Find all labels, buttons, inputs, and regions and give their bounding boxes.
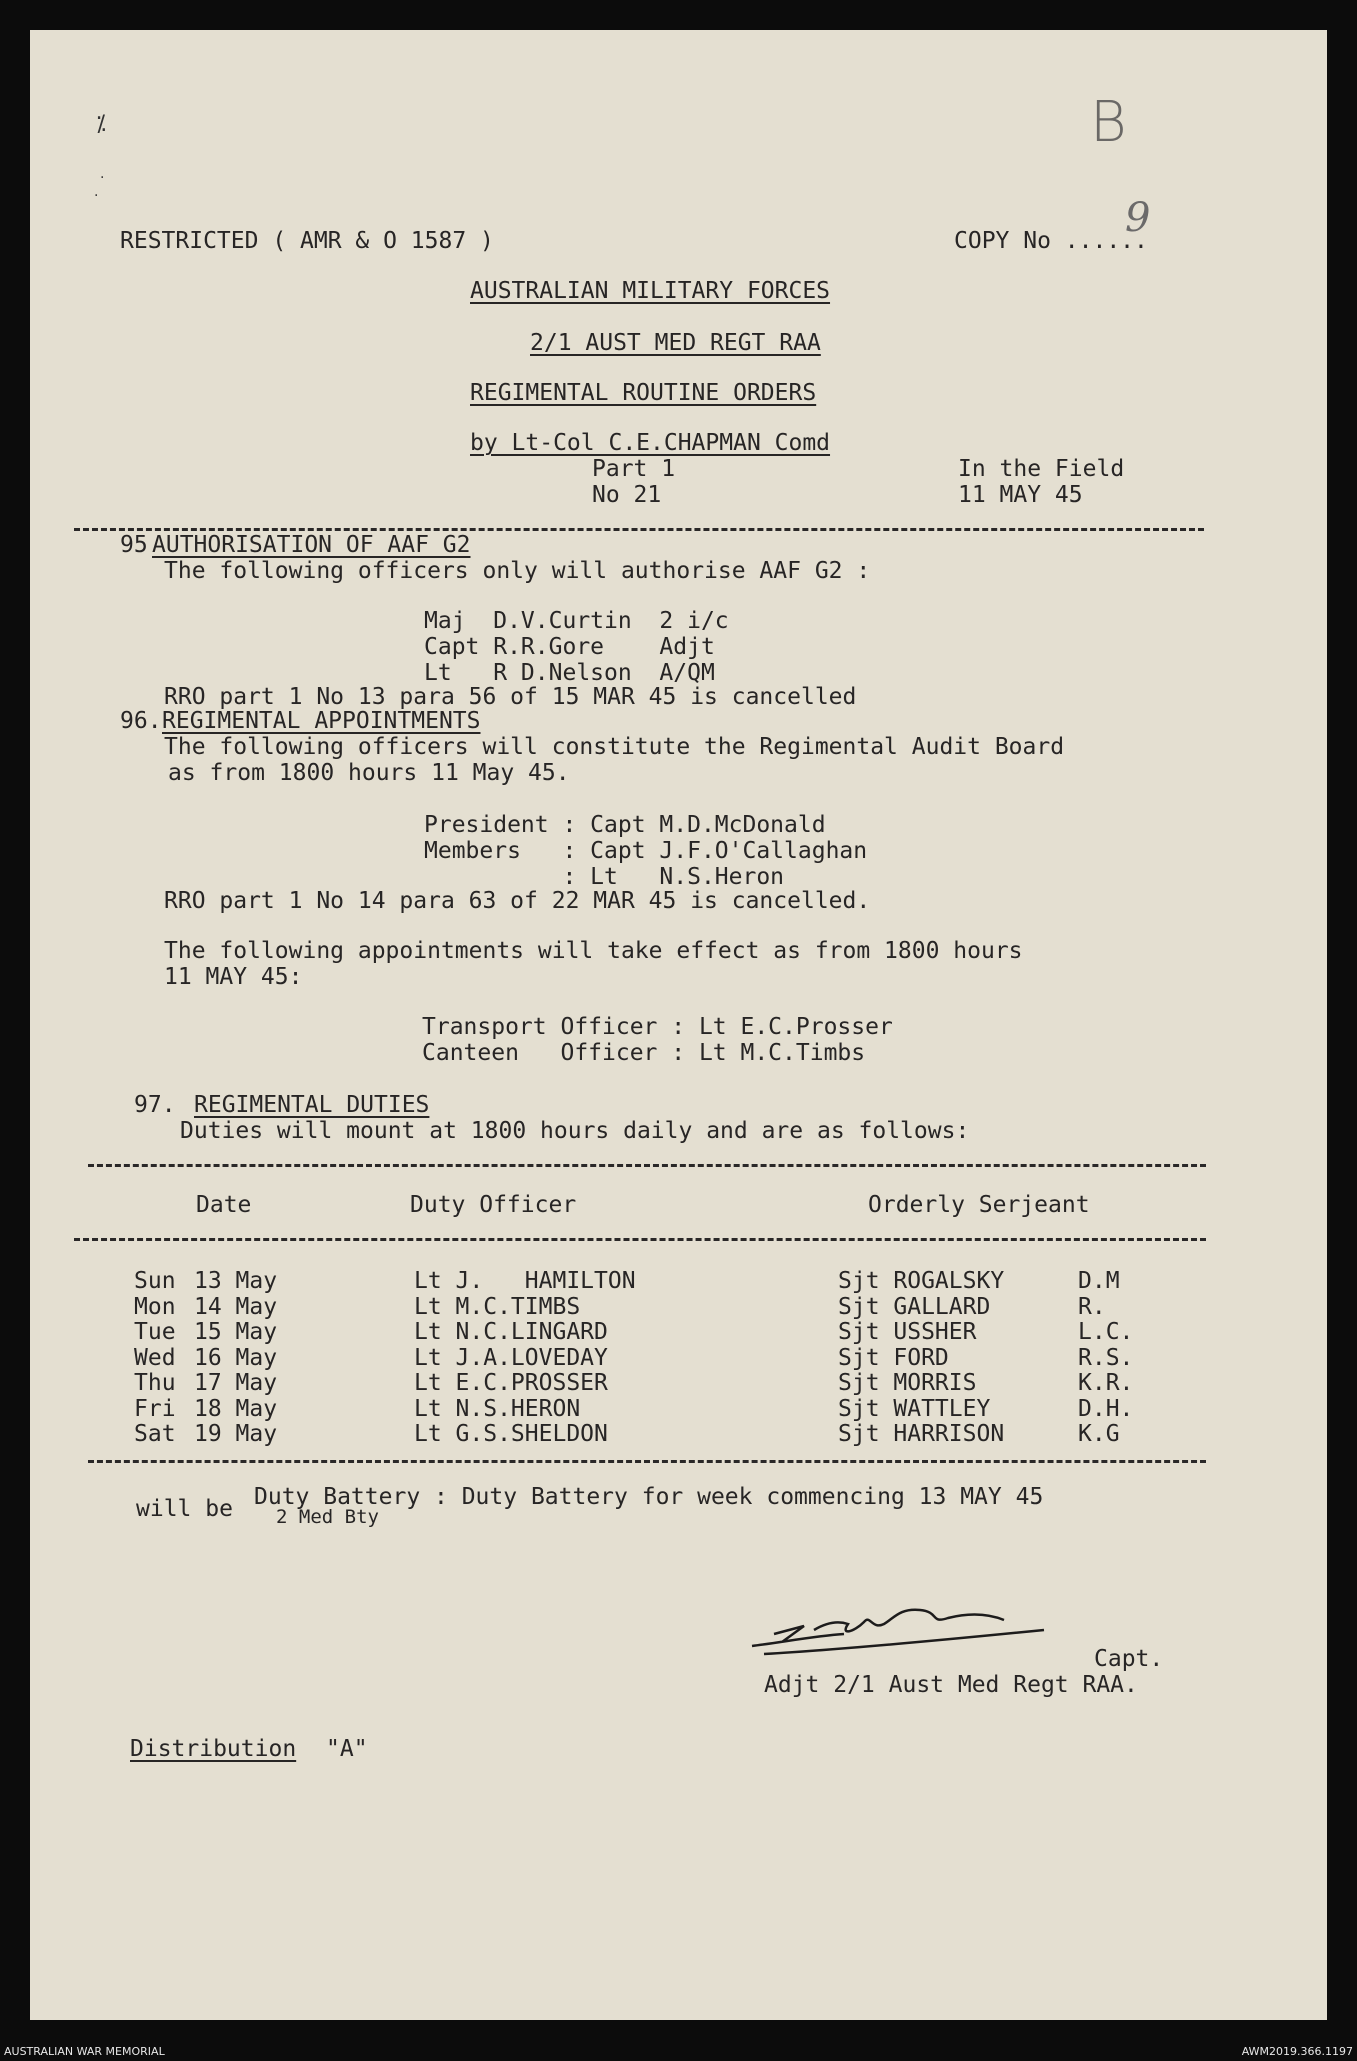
row-day: Sat (134, 1421, 176, 1447)
appointments-intro-line1: The following appointments will take effect as from 1800 hours (164, 938, 1023, 964)
row-serjeant-initials: K.G (1078, 1421, 1120, 1447)
footer-left: AUSTRALIAN WAR MEMORIAL (4, 2045, 165, 2058)
restricted-label: RESTRICTED ( AMR & O 1587 ) (120, 228, 494, 254)
part-label: Part 1 (592, 456, 676, 482)
order-date: 11 MAY 45 (958, 482, 1083, 508)
appointments-intro-line2: 11 MAY 45: (164, 964, 303, 990)
row-serjeant: Sjt WATTLEY (838, 1395, 991, 1422)
row-serjeant-initials: L.C. (1078, 1319, 1134, 1345)
row-serjeant: Sjt FORD (838, 1344, 949, 1371)
distribution-value: "A" (326, 1736, 368, 1762)
row-serjeant: Sjt MORRIS (838, 1370, 977, 1396)
order-number: No 21 (592, 482, 662, 508)
footer-right: AWM2019.366.1197 (1241, 2045, 1353, 2058)
row-serjeant-initials: R.S. (1078, 1344, 1134, 1371)
row-day: Tue (134, 1319, 176, 1345)
para96-number: 96. (120, 708, 162, 734)
title-regiment: 2/1 AUST MED REGT RAA (530, 330, 821, 356)
para96-intro-line2: as from 1800 hours 11 May 45. (168, 760, 570, 786)
handwritten-copy-number: 9 (1125, 195, 1151, 241)
para97-number: 97. (134, 1092, 176, 1118)
title-forces: AUSTRALIAN MILITARY FORCES (470, 278, 831, 304)
para95-cancel: RRO part 1 No 13 para 56 of 15 MAR 45 is cancelled (164, 684, 857, 710)
para95-officer: Lt R D.Nelson A/QM (424, 660, 715, 686)
column-header-orderly-serjeant: Orderly Serjeant (868, 1192, 1090, 1218)
para97-intro: Duties will mount at 1800 hours daily and are as follows: (180, 1118, 970, 1144)
row-date: 19 May (194, 1421, 278, 1447)
row-day: Thu (134, 1370, 176, 1396)
para96-intro-line1: The following officers will constitute the Regimental Audit Board (164, 734, 1065, 760)
row-day: Fri (134, 1395, 176, 1422)
row-duty-officer: Lt J.A.LOVEDAY (414, 1344, 608, 1371)
row-serjeant-initials: D.H. (1078, 1395, 1134, 1422)
table-top-rule (88, 1164, 1206, 1167)
audit-board-member: : Lt N.S.Heron (424, 864, 785, 890)
copy-number-label: COPY No ...... (954, 228, 1148, 254)
punch-mark: · (100, 170, 105, 186)
signature-title: Adjt 2/1 Aust Med Regt RAA. (764, 1672, 1138, 1698)
divider-rule (74, 528, 1204, 531)
duty-battery-value: 2 Med Bty (276, 1506, 379, 1528)
audit-board-member: Members : Capt J.F.O'Callaghan (424, 838, 868, 864)
punch-mark: · (94, 188, 99, 204)
table-header-rule (74, 1238, 1206, 1241)
para96-cancel: RRO part 1 No 14 para 63 of 22 MAR 45 is cancelled. (164, 888, 871, 914)
location-label: In the Field (958, 456, 1125, 482)
row-serjeant-initials: R. (1078, 1293, 1106, 1320)
row-duty-officer: Lt J. HAMILTON (414, 1268, 636, 1294)
table-bottom-rule (88, 1460, 1206, 1463)
signature-rank: Capt. (1094, 1646, 1164, 1672)
row-day: Wed (134, 1344, 176, 1371)
row-serjeant: Sjt ROGALSKY (838, 1268, 1005, 1294)
row-date: 14 May (194, 1293, 278, 1320)
para95-number: 95 (120, 532, 148, 558)
row-date: 13 May (194, 1268, 278, 1294)
row-duty-officer: Lt G.S.SHELDON (414, 1421, 608, 1447)
row-date: 15 May (194, 1319, 278, 1345)
row-serjeant: Sjt HARRISON (838, 1421, 1005, 1447)
row-date: 17 May (194, 1370, 278, 1396)
pencil-mark: B (1090, 90, 1127, 155)
title-orders: REGIMENTAL ROUTINE ORDERS (470, 380, 817, 406)
appointment-line: Transport Officer : Lt E.C.Prosser (422, 1014, 893, 1040)
column-header-date: Date (196, 1192, 252, 1218)
punch-mark: ⁒ (96, 112, 106, 137)
audit-board-member: President : Capt M.D.McDonald (424, 812, 826, 838)
row-day: Sun (134, 1268, 176, 1294)
para97-heading: REGIMENTAL DUTIES (194, 1092, 430, 1118)
row-day: Mon (134, 1293, 176, 1320)
title-commander: by Lt-Col C.E.CHAPMAN Comd (470, 430, 831, 456)
row-serjeant-initials: D.M (1078, 1268, 1120, 1294)
row-serjeant-initials: K.R. (1078, 1370, 1134, 1396)
para95-officer: Maj D.V.Curtin 2 i/c (424, 608, 729, 634)
appointment-line: Canteen Officer : Lt M.C.Timbs (422, 1040, 866, 1066)
row-serjeant: Sjt GALLARD (838, 1293, 991, 1320)
para95-intro: The following officers only will authorise AAF G2 : (164, 558, 871, 584)
row-duty-officer: Lt N.S.HERON (414, 1395, 581, 1422)
para95-officer: Capt R.R.Gore Adjt (424, 634, 715, 660)
duty-battery-prefix: will be (136, 1496, 233, 1522)
para96-heading: REGIMENTAL APPOINTMENTS (162, 708, 481, 734)
para95-heading: AUTHORISATION OF AAF G2 (152, 532, 471, 558)
row-duty-officer: Lt M.C.TIMBS (414, 1293, 581, 1320)
row-date: 16 May (194, 1344, 278, 1371)
row-date: 18 May (194, 1395, 278, 1422)
row-duty-officer: Lt N.C.LINGARD (414, 1319, 608, 1345)
distribution-label: Distribution (130, 1736, 297, 1762)
document-page (30, 30, 1327, 2020)
signature (744, 1584, 1074, 1664)
row-duty-officer: Lt E.C.PROSSER (414, 1370, 608, 1396)
duty-battery-line: Duty Battery : Duty Battery for week commencing 13 MAY 45 (254, 1484, 1044, 1510)
row-serjeant: Sjt USSHER (838, 1319, 977, 1345)
column-header-duty-officer: Duty Officer (410, 1192, 577, 1218)
